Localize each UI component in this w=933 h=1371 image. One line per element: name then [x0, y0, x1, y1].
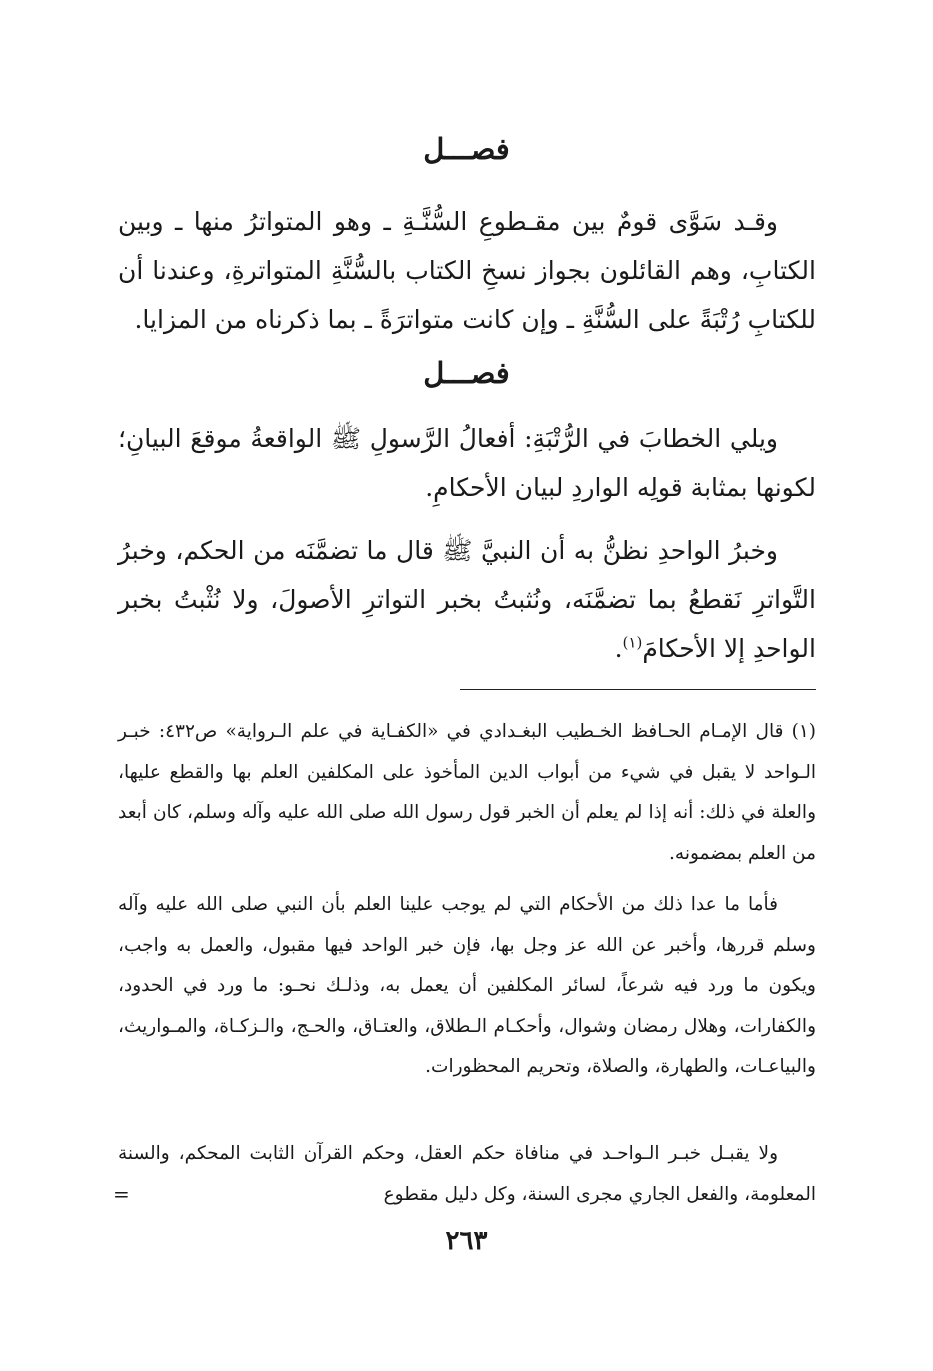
section-heading: فصـــل — [423, 132, 510, 166]
footnote-continuation-mark: = — [113, 1182, 130, 1206]
sentence-end-mark: . — [614, 634, 623, 663]
body-paragraph: وقـد سَوَّى قومٌ بين مقـطوعِ السُّنَّـةِ ـ وهو المتواترُ منها ـ وبين الكتابِ، وهم القائلون بجواز نسخِ الكتاب بالسُّنَّةِ المتواترةِ، وعندنا أن للكتابِ رُتْبَةً على السُّنَّةِ ـ وإن كانت متواترَةً ـ بما ذكرناه من المزايا. — [118, 207, 816, 334]
body-paragraph — [118, 526, 816, 673]
footnote-paragraph: (١) قال الإمـام الحـافظ الخـطيب البغـدادي في «الكفـاية في علم الـرواية» ص٤٣٢: خبـر الـواحد لا يقبل في شيء من أبواب الدين المأخوذ على المكلفين العلم بها والقطع عليها، والعلة في ذلك: أنه إذا لم يعلم أن الخبر قول رسول الله صلى الله عليه وآله وسلم، كان أبعد من العلم بمضمونه. — [118, 721, 816, 864]
footnote-paragraph: ولا يقبـل خبـر الـواحـد في منافاة حكم العقل، وحكم القرآن الثابت المحكم، والسنة المعلومة، والفعل الجاري مجرى السنة، وكل دليل مقطوع — [118, 1143, 816, 1205]
body-paragraph-text: وخبرُ الواحدِ نظنُّ به أن النبيَّ ﷺ قال ما تضمَّنَه من الحكم، وخبرُ التَّواترِ نَقطعُ بما تضمَّنَه، ونُثبتُ بخبر التواترِ الأصولَ، ولا نُثْبتُ بخبر الواحدِ إلا الأحكامَ — [118, 536, 816, 663]
footnote-reference: (١) — [622, 633, 643, 652]
footnote-paragraph: فأما ما عدا ذلك من الأحكام التي لم يوجب علينا العلم بأن النبي صلى الله عليه وآله وسلم قررها، وأخبر عن الله عز وجل بها، فإن خبر الواحد فيها مقبول، والعمل به واجب، ويكون ما ورد فيه شرعاً، لسائر المكلفين أن يعمل به، وذلـك نحـو: ما ورد في الحدود، والكفارات، وهلال رمضان وشوال، وأحكـام الـطلاق، والعتـاق، والحـج، والـزكـاة، والمـواريث، والبياعـات، والطهارة، والصلاة، وتحريم المحظورات. — [118, 894, 816, 1078]
section-heading: فصـــل — [423, 356, 510, 390]
footnote-separator — [460, 689, 816, 690]
body-paragraph: ويلي الخطابَ في الرُّتْبَةِ: أفعالُ الرَّسولِ ﷺ الواقعةُ موقعَ البيانِ؛ لكونها بمثابة قولِه الواردِ لبيان الأحكامِ. — [118, 424, 816, 502]
page-number: ٢٦٣ — [445, 1226, 488, 1256]
